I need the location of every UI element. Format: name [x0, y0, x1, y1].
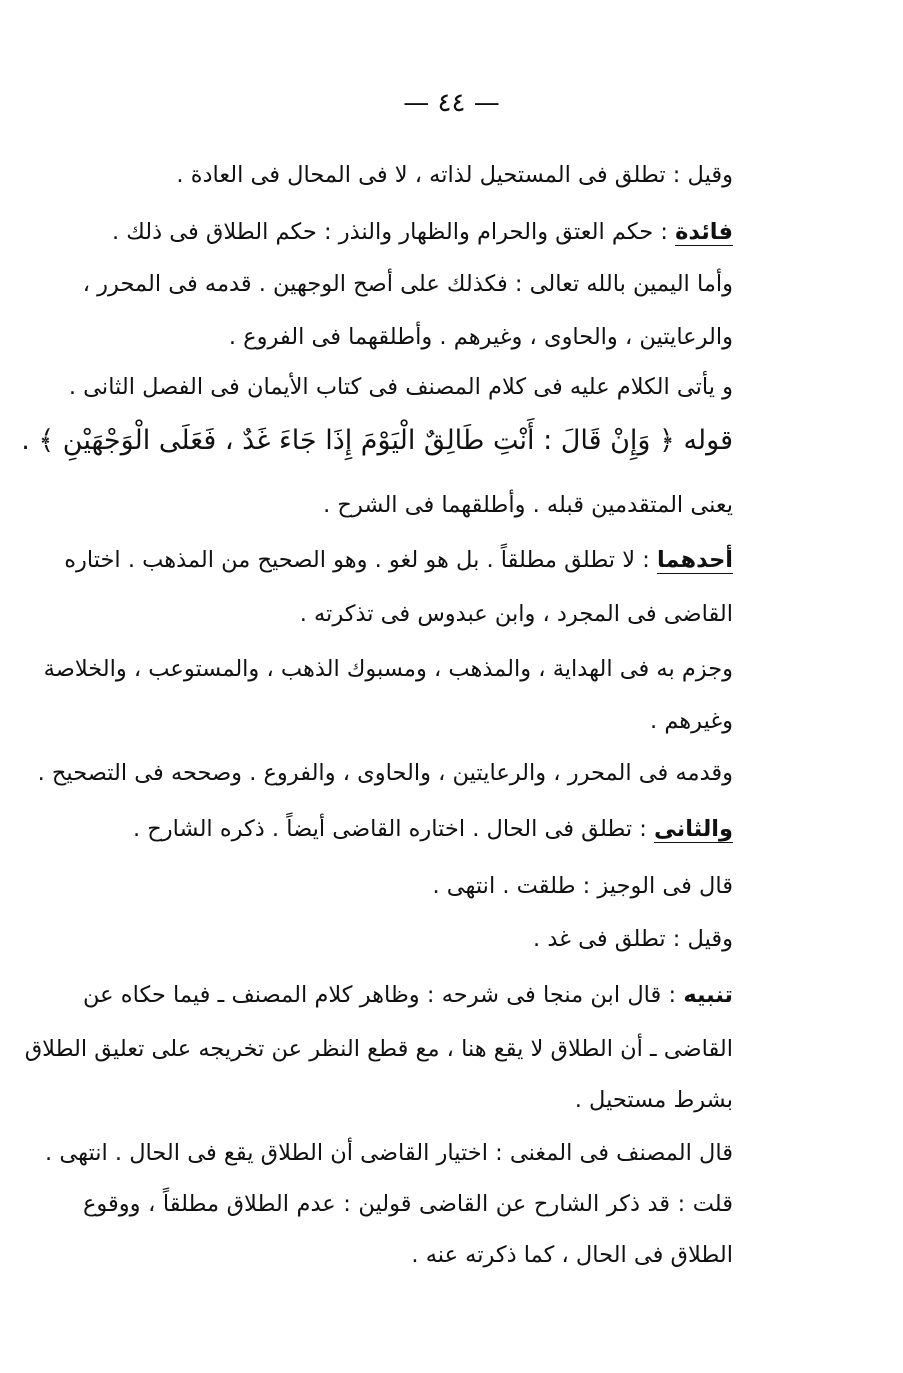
heading-althani: والثانى: [654, 816, 733, 842]
text-line-19: قال المصنف فى المغنى : اختيار القاضى أن الطلاق يقع فى الحال . انتهى .: [45, 1140, 733, 1166]
page-number: — ٤٤ —: [403, 88, 500, 118]
text-line-13: [133, 812, 733, 846]
heading-tanbih: تنبيه: [683, 982, 733, 1008]
text-line-16: [83, 978, 733, 1012]
text-line-11: وغيرهم .: [650, 708, 733, 734]
text-line-3: وأما اليمين بالله تعالى : فكذلك على أصح الوجهين . قدمه فى المحرر ،: [82, 271, 733, 297]
text-line-8-body: : لا تطلق مطلقاً . بل هو لغو . وهو الصحيح من المذهب . اختاره: [64, 547, 657, 573]
text-line-9: القاضى فى المجرد ، وابن عبدوس فى تذكرته .: [299, 601, 733, 627]
text-line-16-body: : قال ابن منجا فى شرحه : وظاهر كلام المصنف ـ فيما حكاه عن: [83, 982, 684, 1008]
text-line-7: يعنى المتقدمين قبله . وأطلقهما فى الشرح .: [323, 492, 733, 518]
text-line-1: وقيل : تطلق فى المستحيل لذاته ، لا فى المحال فى العادة .: [176, 162, 733, 188]
quoted-text-line: قوله ﴿ وَإِنْ قَالَ : أَنْتِ طَالِقٌ الْيَوْمَ إِذَا جَاءَ غَدٌ ، فَعَلَى الْوَجْهَيْنِ ﴾ .: [21, 425, 733, 456]
text-line-2-body: : حكم العتق والحرام والظهار والنذر : حكم الطلاق فى ذلك .: [111, 219, 676, 245]
text-line-21: الطلاق فى الحال ، كما ذكرته عنه .: [411, 1242, 733, 1268]
text-line-14: قال فى الوجيز : طلقت . انتهى .: [432, 873, 733, 899]
text-line-8: [64, 543, 733, 577]
text-line-10: وجزم به فى الهداية ، والمذهب ، ومسبوك الذهب ، والمستوعب ، والخلاصة: [43, 656, 733, 682]
heading-ahaduhuma: أحدهما: [656, 547, 733, 573]
text-line-4: والرعايتين ، والحاوى ، وغيرهم . وأطلقهما فى الفروع .: [228, 324, 733, 350]
text-line-17: القاضى ـ أن الطلاق لا يقع هنا ، مع قطع النظر عن تخريجه على تعليق الطلاق: [24, 1036, 733, 1062]
text-line-12: وقدمه فى المحرر ، والرعايتين ، والحاوى ، والفروع . وصححه فى التصحيح .: [37, 760, 733, 786]
text-line-2: [112, 215, 733, 249]
text-line-15: وقيل : تطلق فى غد .: [533, 926, 733, 952]
text-line-20: قلت : قد ذكر الشارح عن القاضى قولين : عدم الطلاق مطلقاً ، ووقوع: [83, 1191, 733, 1217]
text-line-5: و يأتى الكلام عليه فى كلام المصنف فى كتاب الأيمان فى الفصل الثانى .: [68, 374, 733, 400]
heading-faida: فائدة: [675, 219, 733, 245]
text-line-13-body: : تطلق فى الحال . اختاره القاضى أيضاً . ذكره الشارح .: [132, 816, 654, 842]
text-line-18: بشرط مستحيل .: [574, 1087, 733, 1113]
